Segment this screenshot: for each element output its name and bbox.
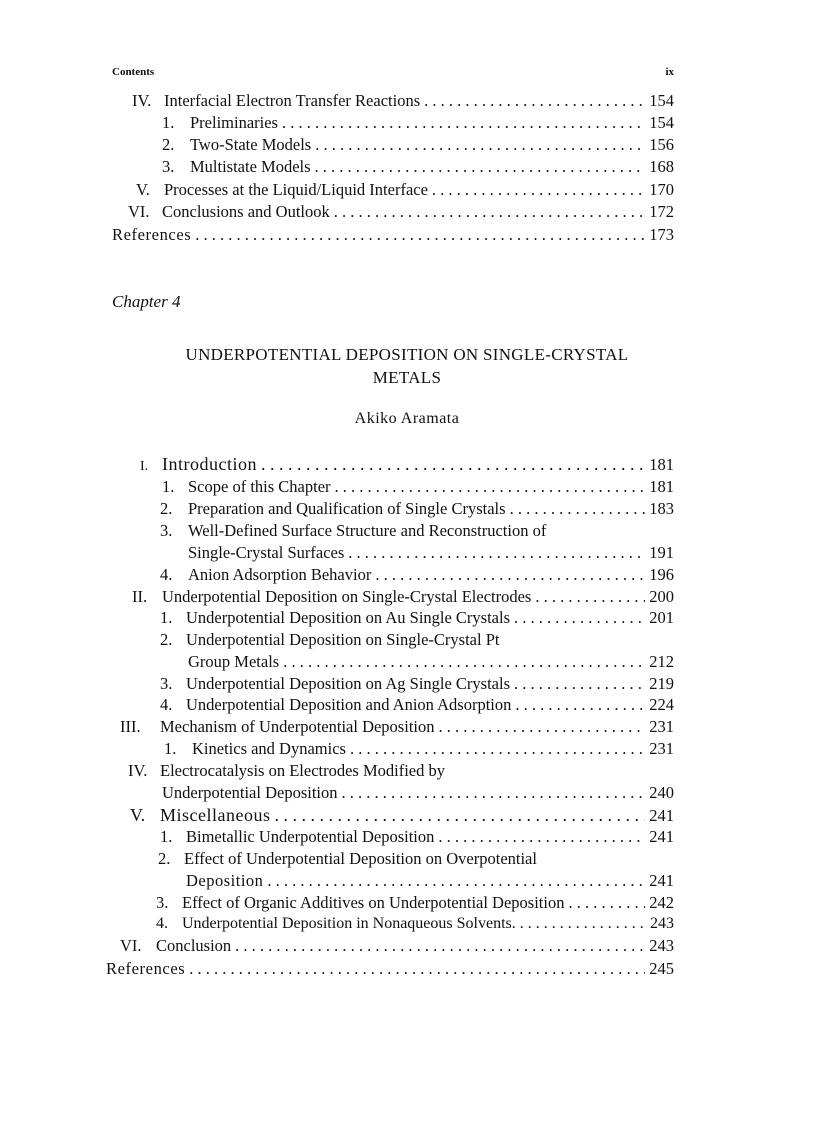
toc-title: Conclusion xyxy=(156,936,232,955)
toc-number: 4. xyxy=(160,695,173,714)
toc-entry xyxy=(162,782,674,804)
dot-leader xyxy=(432,179,645,201)
dot-leader xyxy=(568,892,645,914)
toc-entry xyxy=(160,673,674,695)
toc-number: VI. xyxy=(128,202,150,221)
toc-entry xyxy=(120,935,674,957)
toc-entry xyxy=(162,156,674,178)
toc-number: 1. xyxy=(162,113,175,132)
toc-title: Interfacial Electron Transfer Reactions xyxy=(164,91,421,110)
toc-page: 183 xyxy=(649,499,674,518)
toc-entry xyxy=(156,892,674,914)
dot-leader xyxy=(282,112,645,134)
toc-title: Effect of Underpotential Deposition on Overpotential xyxy=(184,849,537,868)
toc-title: Multistate Models xyxy=(190,157,311,176)
toc-title: Miscellaneous xyxy=(160,805,271,825)
toc-title: Processes at the Liquid/Liquid Interface xyxy=(164,180,428,199)
dot-leader xyxy=(535,586,645,608)
toc-entry xyxy=(136,179,674,201)
toc-entry xyxy=(164,738,674,760)
toc-title: Effect of Organic Additives on Underpotential Deposition xyxy=(182,893,565,912)
toc-page: 154 xyxy=(649,91,674,110)
toc-entry xyxy=(130,804,674,826)
dot-leader xyxy=(315,156,646,178)
toc-page: 242 xyxy=(649,893,674,912)
running-header-title: Contents xyxy=(112,66,155,78)
toc-page: 172 xyxy=(649,202,674,221)
toc-number: 3. xyxy=(160,674,173,693)
dot-leader xyxy=(283,651,645,673)
toc-title: Underpotential Deposition in Nonaqueous Solvents. xyxy=(182,915,516,932)
toc-title: Underpotential Deposition on Single-Crystal Electrodes xyxy=(162,587,532,606)
toc-title: Underpotential Deposition on Au Single Crystals xyxy=(186,608,511,627)
toc-entry xyxy=(188,542,674,564)
toc-number: 1. xyxy=(162,477,175,496)
toc-number: I. xyxy=(140,459,149,474)
toc-entry xyxy=(186,870,674,892)
dot-leader xyxy=(261,453,645,475)
toc-entry xyxy=(140,453,674,475)
chapter-title-line-2: METALS xyxy=(372,368,442,387)
toc-title: Anion Adsorption Behavior xyxy=(188,565,372,584)
dot-leader xyxy=(274,804,645,826)
toc-page: 231 xyxy=(649,739,674,758)
dot-leader xyxy=(348,542,645,564)
toc-page: 181 xyxy=(649,455,674,474)
toc-number: 1. xyxy=(164,739,177,758)
toc-page: 168 xyxy=(649,157,674,176)
toc-entry xyxy=(158,848,674,870)
toc-title: References xyxy=(112,225,192,244)
dot-leader xyxy=(514,607,645,629)
toc-entry xyxy=(160,607,674,629)
toc-number: 3. xyxy=(156,893,169,912)
toc-title: Well-Defined Surface Structure and Reconstruction of xyxy=(188,521,547,540)
toc-title: Kinetics and Dynamics xyxy=(192,739,346,758)
toc-title: Single-Crystal Surfaces xyxy=(188,543,345,562)
toc-page: 243 xyxy=(650,915,674,932)
toc-title: Underpotential Deposition xyxy=(162,783,338,802)
toc-page: 173 xyxy=(649,225,674,244)
toc-page: 201 xyxy=(649,608,674,627)
dot-leader xyxy=(267,870,645,892)
toc-page: 224 xyxy=(649,695,674,714)
toc-title: Electrocatalysis on Electrodes Modified by xyxy=(160,761,445,780)
toc-number: 2. xyxy=(160,630,173,649)
toc-page: 245 xyxy=(649,959,674,978)
dot-leader xyxy=(438,826,645,848)
chapter-label: Chapter 4 xyxy=(112,292,181,311)
toc-page: 231 xyxy=(649,717,674,736)
toc-title: Mechanism of Underpotential Deposition xyxy=(160,717,435,736)
toc-number: 4. xyxy=(160,565,173,584)
toc-title: Introduction xyxy=(162,454,257,474)
toc-entry xyxy=(160,826,674,848)
dot-leader xyxy=(515,694,645,716)
toc-number: 3. xyxy=(160,521,173,540)
toc-number: IV. xyxy=(132,91,152,110)
toc-entry xyxy=(132,90,674,112)
toc-entry xyxy=(120,716,674,738)
toc-number: V. xyxy=(130,805,146,825)
toc-number: 2. xyxy=(158,849,171,868)
toc-page: 200 xyxy=(649,587,674,606)
toc-title: Preparation and Qualification of Single Crystals xyxy=(188,499,506,518)
running-header xyxy=(112,66,674,80)
dot-leader xyxy=(195,224,645,246)
dot-leader xyxy=(510,498,646,520)
toc-entry xyxy=(188,651,674,673)
toc-entry xyxy=(156,913,674,935)
toc-entry xyxy=(160,694,674,716)
toc-number: 1. xyxy=(160,608,173,627)
toc-number: VI. xyxy=(120,936,142,955)
toc-title: Underpotential Deposition and Anion Adsorption xyxy=(186,695,512,714)
toc-entry xyxy=(162,112,674,134)
toc-entry xyxy=(132,586,674,608)
dot-leader xyxy=(424,90,645,112)
dot-leader xyxy=(315,134,645,156)
toc-page: 241 xyxy=(649,871,674,890)
toc-number: IV. xyxy=(128,761,148,780)
toc-number: 2. xyxy=(162,135,175,154)
toc-title: Scope of this Chapter xyxy=(188,477,331,496)
toc-number: 2. xyxy=(160,499,173,518)
toc-page: 191 xyxy=(649,543,674,562)
toc-entry-references xyxy=(112,224,674,246)
toc-page: 240 xyxy=(649,783,674,802)
dot-leader xyxy=(375,564,645,586)
toc-page: 212 xyxy=(649,652,674,671)
dot-leader xyxy=(520,913,646,935)
toc-title: Preliminaries xyxy=(190,113,278,132)
toc-entry xyxy=(128,760,674,782)
toc-entry xyxy=(128,201,674,223)
toc-entry xyxy=(160,520,674,542)
toc-title: Two-State Models xyxy=(190,135,312,154)
toc-page: 170 xyxy=(649,180,674,199)
toc-title: References xyxy=(106,959,186,978)
dot-leader xyxy=(350,738,645,760)
dot-leader xyxy=(342,782,646,804)
dot-leader xyxy=(189,958,645,980)
toc-page: 243 xyxy=(649,936,674,955)
dot-leader xyxy=(514,673,645,695)
toc-number: V. xyxy=(136,180,150,199)
toc-title: Bimetallic Underpotential Deposition xyxy=(186,827,435,846)
toc-entry xyxy=(162,476,674,498)
toc-page: 181 xyxy=(649,477,674,496)
toc-number: 1. xyxy=(160,827,173,846)
toc-title: Group Metals xyxy=(188,652,280,671)
toc-entry xyxy=(160,564,674,586)
dot-leader xyxy=(438,716,645,738)
toc-entry xyxy=(160,629,674,651)
toc-page: 241 xyxy=(649,806,674,825)
toc-title: Conclusions and Outlook xyxy=(162,202,330,221)
toc-number: II. xyxy=(132,587,148,606)
toc-page: 219 xyxy=(649,674,674,693)
chapter-author: Akiko Aramata xyxy=(354,410,460,427)
dot-leader xyxy=(334,201,646,223)
toc-page: 196 xyxy=(649,565,674,584)
toc-entry xyxy=(160,498,674,520)
toc-number: 4. xyxy=(156,915,168,932)
toc-title: Underpotential Deposition on Ag Single Crystals xyxy=(186,674,511,693)
toc-page: 154 xyxy=(649,113,674,132)
toc-number: 3. xyxy=(162,157,175,176)
toc-entry-references xyxy=(106,958,674,980)
toc-title: Underpotential Deposition on Single-Crystal Pt xyxy=(186,630,500,649)
page-number: ix xyxy=(665,66,674,78)
dot-leader xyxy=(335,476,646,498)
toc-entry xyxy=(162,134,674,156)
toc-page: 241 xyxy=(649,827,674,846)
toc-title: Deposition xyxy=(186,871,264,890)
dot-leader xyxy=(235,935,645,957)
chapter-title-line-1: UNDERPOTENTIAL DEPOSITION ON SINGLE-CRYSTAL xyxy=(185,345,629,364)
toc-number: III. xyxy=(120,717,141,736)
toc-page: 156 xyxy=(649,135,674,154)
